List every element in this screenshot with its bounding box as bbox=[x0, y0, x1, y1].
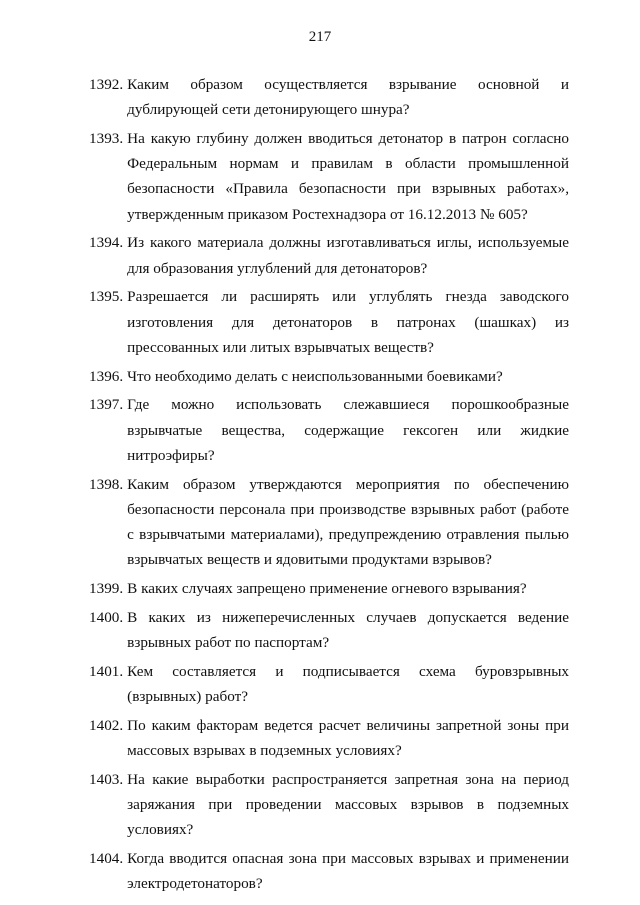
question-text: Каким образом осуществляется взрывание основной и дублирующей сети детонирующего шнура? bbox=[127, 76, 569, 119]
question-number: 1398. bbox=[89, 475, 124, 493]
question-list bbox=[89, 72, 569, 900]
question-item bbox=[89, 605, 569, 655]
question-text: Когда вводится опасная зона при массовых взрывах и применении электродетонаторов? bbox=[127, 850, 569, 893]
question-text: Из какого материала должны изготавливаться иглы, используемые для образования углублений для детонаторов? bbox=[127, 234, 569, 277]
question-number: 1392. bbox=[89, 76, 124, 93]
question-text: Что необходимо делать с неиспользованными боевиками? bbox=[127, 367, 503, 385]
question-number: 1404. bbox=[89, 850, 124, 868]
question-item bbox=[89, 846, 569, 896]
question-number: 1393. bbox=[89, 130, 124, 147]
question-number: 1401. bbox=[89, 662, 124, 680]
question-text: В каких из нижеперечисленных случаев допускается ведение взрывных работ по паспортам? bbox=[127, 608, 569, 652]
question-text: На какую глубину должен вводиться детонатор в патрон согласно Федеральным нормам и правилам в области промышленной безопасности «Правила безопасности при взрывных работах», утвержденным приказом Ростехнадзора от 16.12.2013 № 605? bbox=[127, 130, 569, 223]
question-text: Кем составляется и подписывается схема буровзрывных (взрывных) работ? bbox=[127, 662, 569, 706]
question-item bbox=[89, 659, 569, 709]
question-item bbox=[89, 767, 569, 843]
question-item bbox=[89, 713, 569, 763]
question-number: 1403. bbox=[89, 770, 124, 788]
question-text: Каким образом утверждаются мероприятия по обеспечению безопасности персонала при производстве взрывных работ (работе с взрывчатыми материалами), предупреждению отравления пылью взрывчатых веществ и ядовитыми продуктами взрывов? bbox=[127, 475, 569, 569]
question-item bbox=[89, 472, 569, 573]
question-number: 1399. bbox=[89, 580, 124, 598]
question-text: Разрешается ли расширять или углублять гнезда заводского изготовления для детонаторов в патронах (шашках) из прессованных или литых взрывчатых веществ? bbox=[127, 288, 569, 356]
question-item bbox=[89, 284, 569, 360]
question-item bbox=[89, 364, 569, 389]
question-item bbox=[89, 230, 569, 280]
question-item bbox=[89, 126, 569, 227]
question-number: 1402. bbox=[89, 716, 124, 734]
question-text: В каких случаях запрещено применение огневого взрывания? bbox=[127, 580, 527, 598]
question-text: По каким факторам ведется расчет величины запретной зоны при массовых взрывах в подземных условиях? bbox=[127, 716, 569, 760]
question-number: 1400. bbox=[89, 608, 124, 626]
question-item bbox=[89, 392, 569, 468]
question-text: На какие выработки распространяется запретная зона на период заряжания при проведении массовых взрывов в подземных условиях? bbox=[127, 770, 569, 839]
question-text: Где можно использовать слежавшиеся порошкообразные взрывчатые вещества, содержащие гексоген или жидкие нитроэфиры? bbox=[127, 396, 569, 464]
question-number: 1395. bbox=[89, 288, 124, 306]
question-number: 1394. bbox=[89, 234, 124, 252]
question-number: 1396. bbox=[89, 367, 124, 385]
question-item bbox=[89, 576, 569, 601]
page-number: 217 bbox=[308, 29, 332, 45]
question-item bbox=[89, 72, 569, 122]
question-number: 1397. bbox=[89, 396, 124, 414]
